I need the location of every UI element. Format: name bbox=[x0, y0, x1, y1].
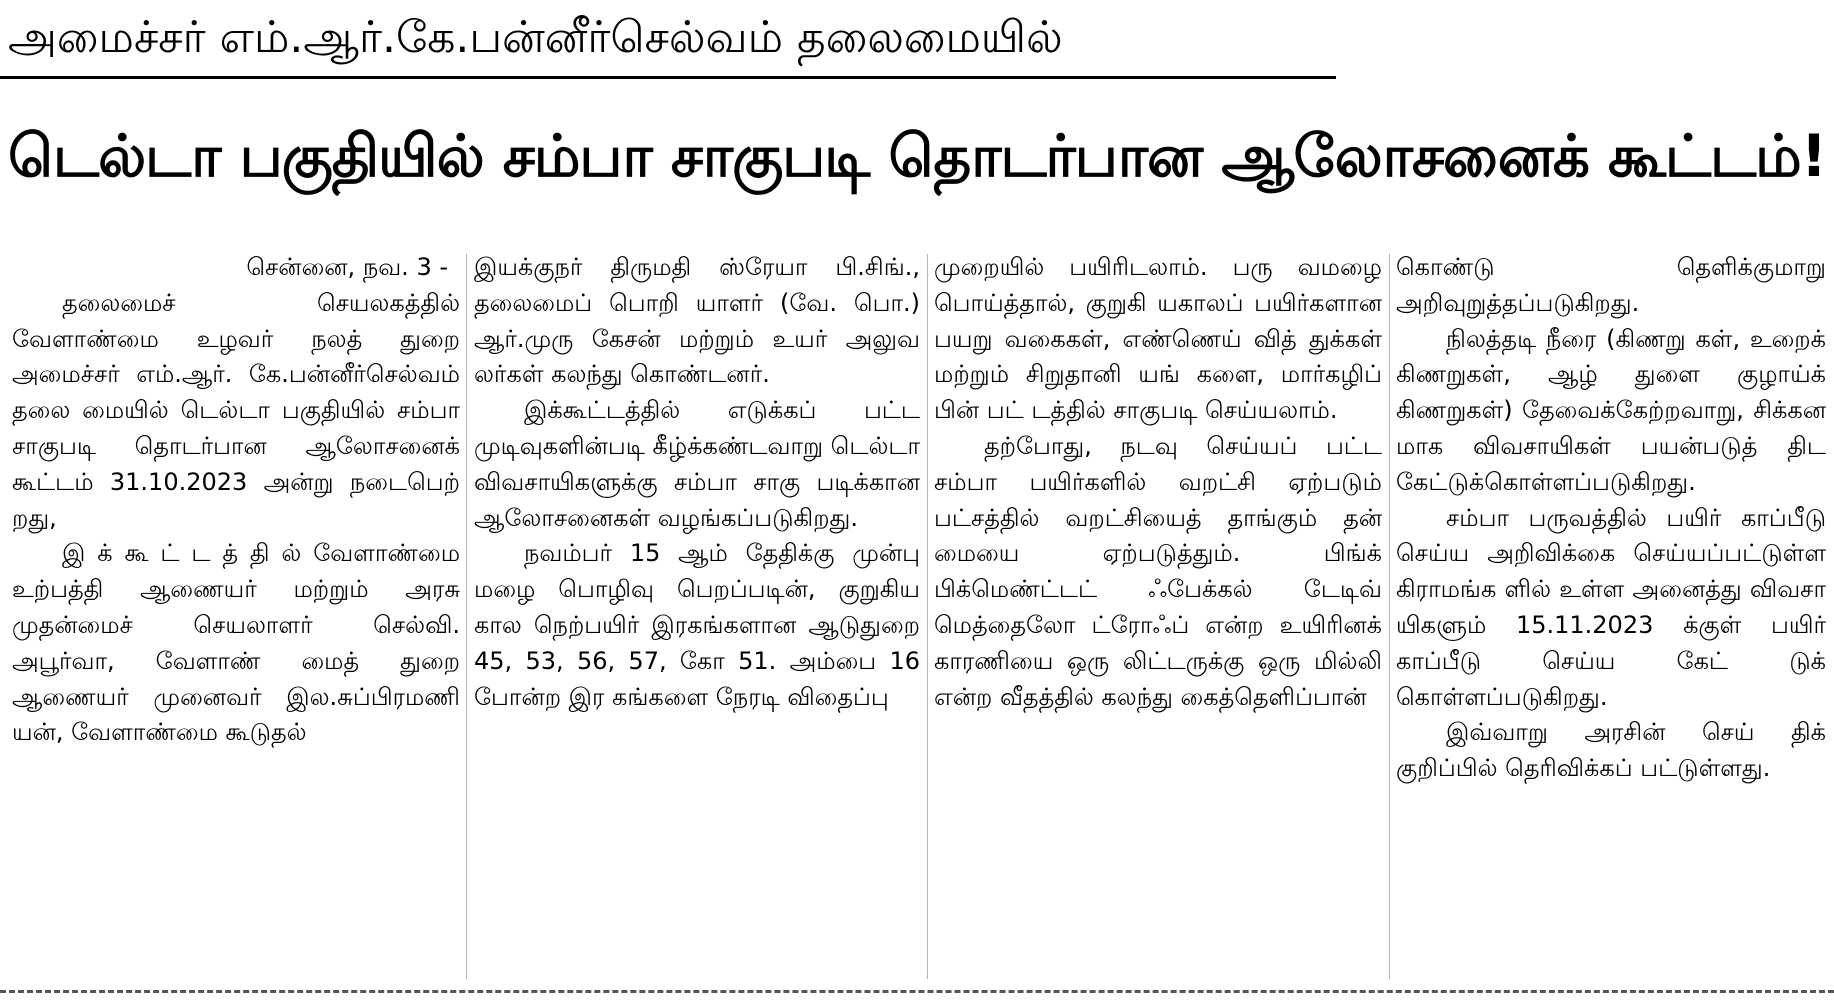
article-column-4 bbox=[1396, 250, 1826, 982]
article-paragraph: நிலத்தடி நீரை (கிணறு கள், உறைக் கிணறுகள், ஆழ் துளை குழாய்க் கிணறுகள்) தேவைக்கேற்றவாறு, சிக்கன மாக விவசாயிகள் பயன்படுத் திட கேட்டுக்கொள்ளப்படுகிறது. bbox=[1396, 324, 1826, 496]
article-paragraph: சம்பா பருவத்தில் பயிர் காப்பீடு செய்ய அறிவிக்கை செய்யப்பட்டுள்ள கிராமங்க ளில் உள்ள அனைத்து விவசா யிகளும் 15.11.2023 க்குள் பயிர் காப்பீடு செய்ய கேட் டுக் கொள்ளப்படுகிறது. bbox=[1396, 503, 1826, 711]
article-paragraph: தற்போது, நடவு செய்யப் பட்ட சம்பா பயிர்களில் வறட்சி ஏற்படும் பட்சத்தில் வறட்சியைத் தாங்கும் தன் மையை ஏற்படுத்தும். பிங்க் பிக்மெண்ட்டட் ஃபேக்கல் டேடிவ் மெத்தைலோ ட்ரோஃப் என்ற உயிரினக் காரணியை ஒரு லிட்டருக்கு ஒரு மில்லி என்ற வீதத்தில் கலந்து கைத்தெளிப்பான் bbox=[934, 431, 1382, 711]
column-divider bbox=[1389, 254, 1390, 979]
article-kicker: அமைச்சர் எம்.ஆர்.கே.பன்னீர்செல்வம் தலைமையில் bbox=[8, 12, 1063, 63]
article-paragraph: தலைமைச் செயலகத்தில் வேளாண்மை உழவர் நலத் துறை அமைச்சர் எம்.ஆர். கே.பன்னீர்செல்வம் தலை மையில் டெல்டா பகுதியில் சம்பா சாகுபடி தொடர்பான ஆலோசனைக் கூட்டம் 31.10.2023 அன்று நடைபெற் றது, bbox=[12, 288, 460, 532]
article-paragraph: முறையில் பயிரிடலாம். பரு வமழை பொய்த்தால், குறுகி யகாலப் பயிர்களான பயறு வகைகள், எண்ணெய் வித் துக்கள் மற்றும் சிறுதானி யங் களை, மார்கழிப் பின் பட் டத்தில் சாகுபடி செய்யலாம். bbox=[934, 253, 1382, 425]
article-paragraph: இ க் கூ ட் ட த் தி ல் வேளாண்மை உற்பத்தி ஆணையர் மற்றும் அரசு முதன்மைச் செயலாளர் செல்வி. அபூர்வா, வேளாண் மைத் துறை ஆணையர் முனைவர் இல.சுப்பிரமணி யன், வேளாண்மை கூடுதல் bbox=[12, 539, 460, 747]
column-divider bbox=[927, 254, 928, 979]
bottom-dashed-rule bbox=[0, 990, 1834, 993]
article-paragraph: கொண்டு தெளிக்குமாறு அறிவுறுத்தப்படுகிறது. bbox=[1396, 253, 1826, 317]
article-column-1 bbox=[12, 250, 460, 982]
column-divider bbox=[466, 254, 467, 979]
article-paragraph: நவம்பர் 15 ஆம் தேதிக்கு முன்பு மழை பொழிவு பெறப்படின், குறுகிய கால நெற்பயிர் இரகங்களான ஆடுதுறை 45, 53, 56, 57, கோ 51. அம்பை 16 போன்ற இர கங்களை நேரடி விதைப்பு bbox=[474, 539, 920, 711]
article-body bbox=[0, 250, 1834, 982]
kicker-underline bbox=[0, 76, 1336, 79]
article-paragraph: இக்கூட்டத்தில் எடுக்கப் பட்ட முடிவுகளின்படி கீழ்க்கண்டவாறு டெல்டா விவசாயிகளுக்கு சம்பா சாகு படிக்கான ஆலோசனைகள் வழங்கப்படுகிறது. bbox=[474, 396, 920, 532]
article-column-2 bbox=[474, 250, 920, 982]
article-dateline: சென்னை, நவ. 3 - bbox=[246, 253, 448, 281]
article-column-3 bbox=[934, 250, 1382, 982]
article-paragraph: இயக்குநர் திருமதி ஸ்ரேயா பி.சிங்., தலைமைப் பொறி யாளர் (வே. பொ.) ஆர்.முரு கேசன் மற்றும் உயர் அலுவ லர்கள் கலந்து கொண்டனர். bbox=[474, 253, 920, 389]
article-paragraph: இவ்வாறு அரசின் செய் திக் குறிப்பில் தெரிவிக்கப் பட்டுள்ளது. bbox=[1396, 718, 1826, 783]
article-headline: டெல்டா பகுதியில் சம்பா சாகுபடி தொடர்பான ஆலோசனைக் கூட்டம்! bbox=[8, 122, 1827, 190]
